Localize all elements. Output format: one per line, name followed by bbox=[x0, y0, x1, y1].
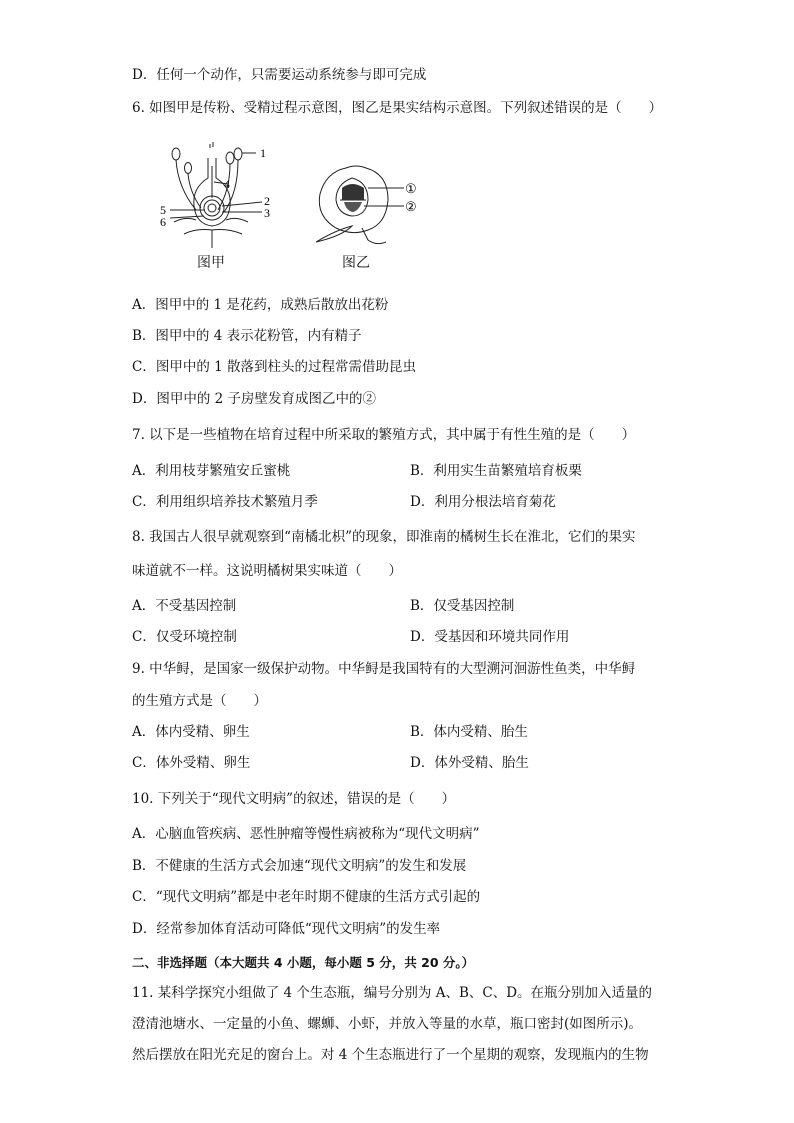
q10-option-c: C．“现代文明病”都是中老年时期不健康的生活方式引起的 bbox=[132, 889, 481, 905]
q11-line3: 然后摆放在阳光充足的窗台上。对 4 个生态瓶进行了一个星期的观察，发现瓶内的生物 bbox=[132, 1047, 649, 1063]
q5-option-d: D．任何一个动作，只需要运动系统参与即可完成 bbox=[132, 67, 427, 83]
figure-a-label-2: 2 bbox=[264, 194, 270, 208]
figure-a-label-6: 6 bbox=[160, 215, 166, 229]
q6-stem: 6. 如图甲是传粉、受精过程示意图，图乙是果实结构示意图。下列叙述错误的是（ ） bbox=[132, 100, 663, 116]
q7-option-a: A．利用枝芽繁殖安丘蜜桃 bbox=[132, 463, 291, 479]
q8-option-c: C．仅受环境控制 bbox=[132, 629, 237, 645]
q7-option-c: C．利用组织培养技术繁殖月季 bbox=[132, 494, 318, 510]
figure-b-label-2: ② bbox=[405, 199, 417, 214]
q8-option-b: B．仅受基因控制 bbox=[410, 598, 515, 614]
q9-option-d: D．体外受精、胎生 bbox=[410, 755, 529, 771]
q9-option-a: A．体内受精、卵生 bbox=[132, 724, 250, 740]
figure-a-label-5: 5 bbox=[160, 203, 166, 217]
q8-option-d: D．受基因和环境共同作用 bbox=[410, 629, 570, 645]
q7-option-d: D．利用分根法培育菊花 bbox=[410, 494, 556, 510]
figure-a-label-4: 4 bbox=[224, 177, 230, 191]
figure-b-label-1: ① bbox=[405, 181, 417, 196]
figure-b-fruit-diagram bbox=[306, 160, 426, 252]
q11-line1: 11. 某科学探究小组做了 4 个生态瓶，编号分别为 A、B、C、D。在瓶分别加入适量的 bbox=[132, 985, 653, 1001]
q10-option-d: D．经常参加体育活动可降低“现代文明病”的发生率 bbox=[132, 921, 441, 937]
q9-stem-line1: 9. 中华鲟，是国家一级保护动物。中华鲟是我国特有的大型溯河洄游性鱼类，中华鲟 bbox=[132, 661, 636, 677]
q8-stem-line2: 味道就不一样。这说明橘树果实味道（ ） bbox=[132, 563, 402, 579]
q7-option-b: B．利用实生苗繁殖培育板栗 bbox=[410, 463, 582, 479]
section-2-heading: 二、非选择题（本大题共 4 小题，每小题 5 分，共 20 分。） bbox=[132, 955, 475, 970]
q6-option-b: B．图甲中的 4 表示花粉管，内有精子 bbox=[132, 328, 362, 344]
q10-option-b: B．不健康的生活方式会加速“现代文明病”的发生和发展 bbox=[132, 858, 467, 874]
figure-a-label-3: 3 bbox=[264, 206, 270, 220]
q9-stem-line2: 的生殖方式是（ ） bbox=[132, 693, 267, 709]
figure-b-caption: 图乙 bbox=[342, 255, 370, 271]
figure-a-label-1: 1 bbox=[260, 146, 266, 160]
q8-option-a: A．不受基因控制 bbox=[132, 598, 237, 614]
figure-a-flower-diagram bbox=[156, 138, 286, 250]
q7-stem: 7. 以下是一些植物在培育过程中所采取的繁殖方式，其中属于有性生殖的是（ ） bbox=[132, 427, 636, 443]
q6-option-a: A．图甲中的 1 是花药，成熟后散放出花粉 bbox=[132, 297, 389, 313]
figure-a-caption: 图甲 bbox=[197, 255, 225, 271]
q9-option-b: B．体内受精、胎生 bbox=[410, 724, 528, 740]
q9-option-c: C．体外受精、卵生 bbox=[132, 755, 251, 771]
q11-line2: 澄清池塘水、一定量的小鱼、螺蛳、小虾，并放入等量的水草，瓶口密封(如图所示)。 bbox=[132, 1016, 643, 1032]
q10-option-a: A．心脑血管疾病、恶性肿瘤等慢性病被称为“现代文明病” bbox=[132, 826, 480, 842]
q6-option-c: C．图甲中的 1 散落到柱头的过程常需借助昆虫 bbox=[132, 359, 417, 375]
q8-stem-line1: 8. 我国古人很早就观察到“南橘北枳”的现象，即淮南的橘树生长在淮北，它们的果实 bbox=[132, 529, 636, 545]
q10-stem: 10. 下列关于“现代文明病”的叙述，错误的是（ ） bbox=[132, 791, 456, 807]
q6-option-d: D．图甲中的 2 子房壁发育成图乙中的② bbox=[132, 391, 376, 407]
